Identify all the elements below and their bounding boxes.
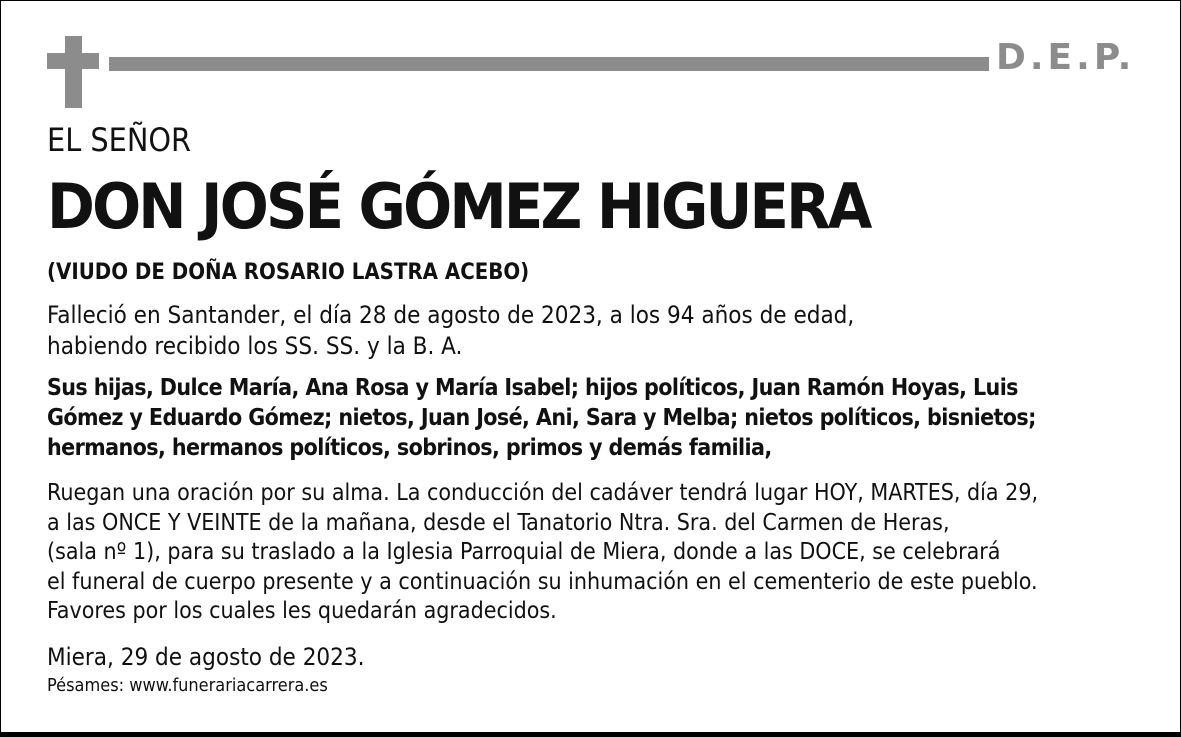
place-date: Miera, 29 de agosto de 2023. <box>47 643 365 671</box>
ceremony-line: el funeral de cuerpo presente y a continuación su inhumación en el cementerio de este pueblo. <box>47 568 1038 595</box>
ceremony-line: a las ONCE Y VEINTE de la mañana, desde el Tanatorio Ntra. Sra. del Carmen de Heras, <box>47 509 950 536</box>
death-notice-line: habiendo recibido los SS. SS. y la B. A. <box>47 332 463 360</box>
ceremony-line: Ruegan una oración por su alma. La conducción del cadáver tendrá lugar HOY, MARTES, día 29, <box>47 480 1039 506</box>
deceased-name: DON JOSÉ GÓMEZ HIGUERA <box>47 170 870 243</box>
ceremony-line: (sala nº 1), para su traslado a la Iglesia Parroquial de Miera, donde a las DOCE, se celebrará <box>47 539 1001 565</box>
cross-icon <box>47 36 99 108</box>
family-line: Sus hijas, Dulce María, Ana Rosa y María Isabel; hijos políticos, Juan Ramón Hoyas, Luis <box>47 375 1018 401</box>
death-notice <box>47 300 854 362</box>
ceremony-line: Favores por los cuales les quedarán agradecidos. <box>47 598 557 624</box>
family-line: hermanos, hermanos políticos, sobrinos, primos y demás familia, <box>47 435 772 461</box>
ceremony-details <box>47 479 1038 627</box>
family-line: Gómez y Eduardo Gómez; nietos, Juan José, Ani, Sara y Melba; nietos políticos, bisnietos; <box>47 405 1036 431</box>
header-rule <box>109 57 989 71</box>
family-list <box>47 373 1036 463</box>
condolences-link: Pésames: www.funerariacarrera.es <box>47 675 328 696</box>
dep-label: D.E.P. <box>996 37 1136 78</box>
honorific: EL SEÑOR <box>47 121 192 159</box>
death-notice-line: Falleció en Santander, el día 28 de agosto de 2023, a los 94 años de edad, <box>47 301 855 329</box>
widow-note: (VIUDO DE DOÑA ROSARIO LASTRA ACEBO) <box>47 260 530 285</box>
